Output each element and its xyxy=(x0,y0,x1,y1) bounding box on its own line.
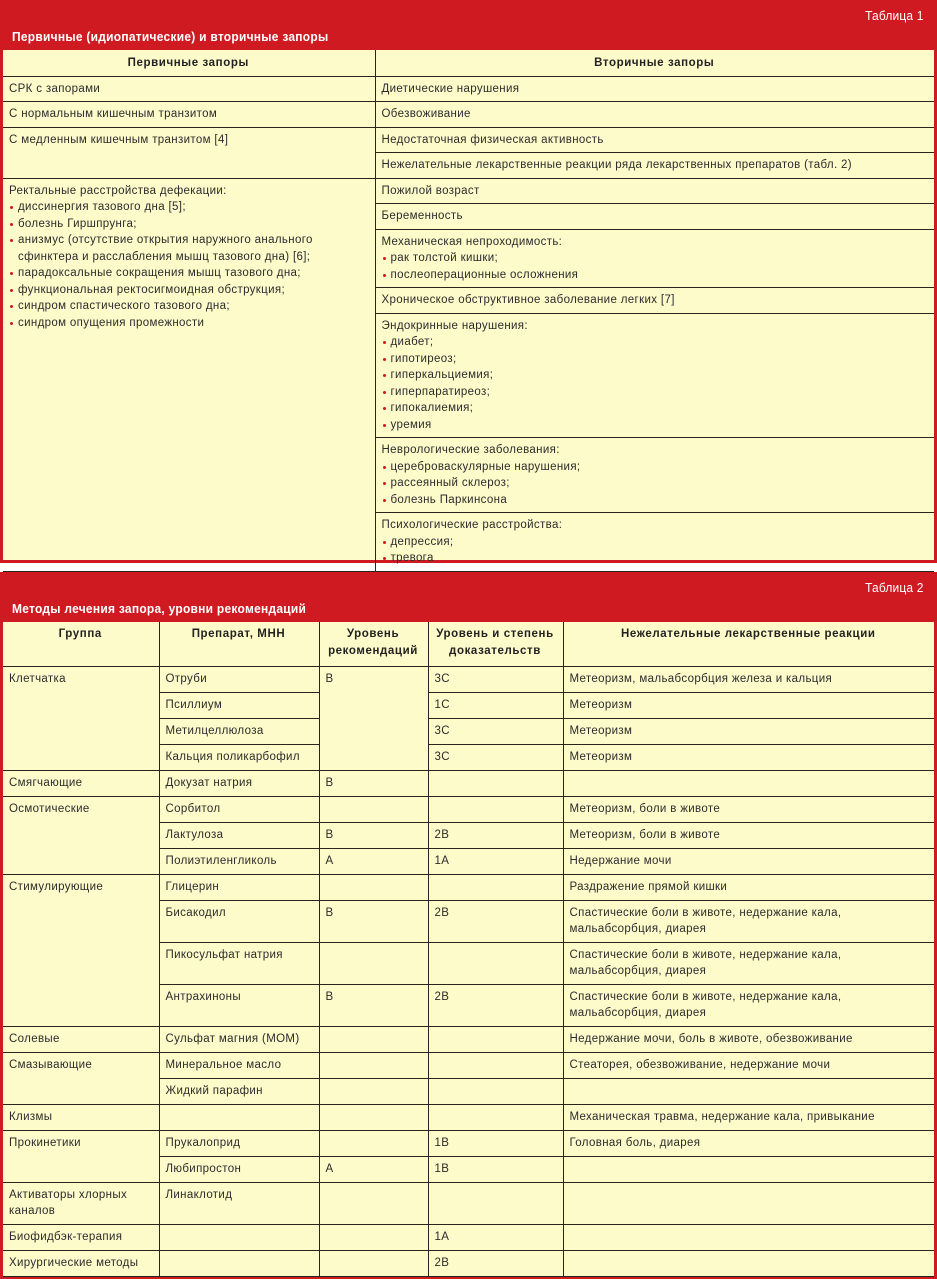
adverse-reactions-cell: Недержание мочи, боль в животе, обезвоживание xyxy=(563,1026,934,1052)
drug-cell: Бисакодил xyxy=(159,900,319,942)
bullet-item: цереброваскулярные нарушения; xyxy=(382,459,928,476)
recommendation-cell: B xyxy=(319,900,428,942)
drug-cell xyxy=(159,1224,319,1250)
evidence-cell: 1C xyxy=(428,692,563,718)
recommendation-cell: A xyxy=(319,1156,428,1182)
adverse-reactions-cell xyxy=(563,1182,934,1224)
group-cell: Хирургические методы xyxy=(3,1250,159,1276)
bullet-item: депрессия; xyxy=(382,534,928,551)
table-1-column-headers xyxy=(3,50,934,76)
cell-text: Механическая непроходимость: xyxy=(381,235,563,248)
secondary-cell xyxy=(375,127,934,153)
bullet-item: гипокалиемия; xyxy=(382,400,928,417)
cell-text: Беременность xyxy=(381,210,463,222)
recommendation-cell: B xyxy=(319,770,428,796)
cell-text: Нежелательные лекарственные реакции ряда лекарственных препаратов (табл. 2) xyxy=(381,159,852,171)
adverse-reactions-cell: Метеоризм xyxy=(563,744,934,770)
adverse-reactions-cell: Метеоризм xyxy=(563,718,934,744)
group-cell: Клизмы xyxy=(3,1104,159,1130)
bullet-item: болезнь Паркинсона xyxy=(382,492,928,509)
drug-cell: Минеральное масло xyxy=(159,1052,319,1078)
bullet-item: диссинергия тазового дна [5]; xyxy=(9,199,368,216)
evidence-cell: 3C xyxy=(428,666,563,692)
secondary-cell xyxy=(375,76,934,102)
cell-text: Обезвоживание xyxy=(381,108,471,120)
evidence-cell xyxy=(428,874,563,900)
group-cell: Биофидбэк-терапия xyxy=(3,1224,159,1250)
drug-cell: Сорбитол xyxy=(159,796,319,822)
drug-cell: Жидкий парафин xyxy=(159,1078,319,1104)
cell-text: Пожилой возраст xyxy=(381,184,480,197)
evidence-cell: 3C xyxy=(428,718,563,744)
table-row xyxy=(3,76,934,102)
bullet-item: анизмус (отсутствие открытия наружного анального сфинктера и расслабления мышц тазового дна) [6]; xyxy=(9,232,368,265)
evidence-cell: 1A xyxy=(428,1224,563,1250)
recommendation-cell xyxy=(319,1078,428,1104)
bullet-item: гиперпаратиреоз; xyxy=(382,384,928,401)
recommendation-cell xyxy=(319,1130,428,1156)
bullet-item: парадоксальные сокращения мышц тазового дна; xyxy=(9,265,368,282)
table-row xyxy=(3,1052,934,1078)
bullet-item: уремия xyxy=(382,417,928,434)
drug-cell: Любипростон xyxy=(159,1156,319,1182)
bullet-item: тревога xyxy=(382,550,928,567)
table-1-title: Первичные (идиопатические) и вторичные запоры xyxy=(12,29,329,44)
column-header-primary: Первичные запоры xyxy=(3,50,375,76)
table-row xyxy=(3,1224,934,1250)
adverse-reactions-cell: Метеоризм, боли в животе xyxy=(563,822,934,848)
adverse-reactions-cell: Метеоризм, боли в животе xyxy=(563,796,934,822)
secondary-cell xyxy=(375,204,934,230)
group-cell: Осмотические xyxy=(3,796,159,874)
adverse-reactions-cell: Спастические боли в животе, недержание кала, мальабсорбция, диарея xyxy=(563,984,934,1026)
table-row xyxy=(3,1130,934,1156)
bullet-item: рак толстой кишки; xyxy=(382,250,928,267)
column-header-recommendation-level: Уровень рекомендаций xyxy=(319,622,428,666)
recommendation-cell xyxy=(319,1250,428,1276)
bullet-item: рассеянный склероз; xyxy=(382,475,928,492)
adverse-reactions-cell: Механическая травма, недержание кала, привыкание xyxy=(563,1104,934,1130)
group-cell: Прокинетики xyxy=(3,1130,159,1182)
table-2-grid xyxy=(3,622,934,1277)
evidence-cell: 2B xyxy=(428,1250,563,1276)
table-row xyxy=(3,102,934,128)
drug-cell: Отруби xyxy=(159,666,319,692)
cell-text: Диетические нарушения xyxy=(381,82,520,95)
recommendation-cell xyxy=(319,1052,428,1078)
column-header-drug: Препарат, МНН xyxy=(159,622,319,666)
cell-text: Неврологические заболевания: xyxy=(381,444,560,456)
adverse-reactions-cell: Спастические боли в животе, недержание кала, мальабсорбция, диарея xyxy=(563,900,934,942)
evidence-cell xyxy=(428,942,563,984)
drug-cell: Глицерин xyxy=(159,874,319,900)
secondary-cell xyxy=(375,513,934,572)
primary-cell xyxy=(3,76,375,102)
table-1-grid xyxy=(3,50,934,572)
drug-cell: Докузат натрия xyxy=(159,770,319,796)
evidence-cell: 2B xyxy=(428,822,563,848)
adverse-reactions-cell xyxy=(563,1078,934,1104)
bullet-item: послеоперационные осложнения xyxy=(382,267,928,284)
group-cell: Солевые xyxy=(3,1026,159,1052)
evidence-cell xyxy=(428,1104,563,1130)
bullet-item: синдром опущения промежности xyxy=(9,315,368,332)
evidence-cell: 1B xyxy=(428,1156,563,1182)
recommendation-cell: B xyxy=(319,984,428,1026)
evidence-cell xyxy=(428,796,563,822)
drug-cell: Пикосульфат натрия xyxy=(159,942,319,984)
cell-text: СРК с запорами xyxy=(9,82,101,95)
drug-cell: Полиэтиленгликоль xyxy=(159,848,319,874)
cell-text: Хроническое обструктивное заболевание легких [7] xyxy=(381,294,675,306)
drug-cell: Сульфат магния (MOM) xyxy=(159,1026,319,1052)
primary-cell xyxy=(3,178,375,571)
bullet-item: функциональная ректосигмоидная обструкция; xyxy=(9,282,368,299)
secondary-cell xyxy=(375,438,934,513)
table-1 xyxy=(0,0,937,563)
table-row xyxy=(3,1104,934,1130)
evidence-cell: 3C xyxy=(428,744,563,770)
group-cell: Клетчатка xyxy=(3,666,159,770)
bullet-item: гипотиреоз; xyxy=(382,351,928,368)
bullet-list xyxy=(9,199,368,331)
column-header-secondary: Вторичные запоры xyxy=(375,50,934,76)
bullet-item: диабет; xyxy=(382,334,928,351)
column-header-group: Группа xyxy=(3,622,159,666)
adverse-reactions-cell xyxy=(563,1250,934,1276)
table-row xyxy=(3,796,934,822)
table-row xyxy=(3,178,934,204)
recommendation-cell xyxy=(319,796,428,822)
bullet-list xyxy=(382,459,928,509)
evidence-cell xyxy=(428,1078,563,1104)
adverse-reactions-cell: Недержание мочи xyxy=(563,848,934,874)
table-row xyxy=(3,874,934,900)
adverse-reactions-cell xyxy=(563,1224,934,1250)
cell-text: Ректальные расстройства дефекации: xyxy=(9,184,227,197)
secondary-cell xyxy=(375,153,934,179)
evidence-cell: 1B xyxy=(428,1130,563,1156)
adverse-reactions-cell xyxy=(563,1156,934,1182)
drug-cell: Псиллиум xyxy=(159,692,319,718)
evidence-cell xyxy=(428,1052,563,1078)
drug-cell xyxy=(159,1250,319,1276)
table-2-title: Методы лечения запора, уровни рекомендаций xyxy=(12,601,307,616)
cell-text: Психологические расстройства: xyxy=(381,519,563,531)
table-2-header xyxy=(3,572,934,622)
table-row xyxy=(3,127,934,153)
recommendation-cell xyxy=(319,1182,428,1224)
primary-cell xyxy=(3,127,375,178)
evidence-cell xyxy=(428,1026,563,1052)
recommendation-cell: B xyxy=(319,822,428,848)
adverse-reactions-cell: Головная боль, диарея xyxy=(563,1130,934,1156)
drug-cell: Кальция поликарбофил xyxy=(159,744,319,770)
adverse-reactions-cell xyxy=(563,770,934,796)
adverse-reactions-cell: Спастические боли в животе, недержание кала, мальабсорбция, диарея xyxy=(563,942,934,984)
adverse-reactions-cell: Стеаторея, обезвоживание, недержание мочи xyxy=(563,1052,934,1078)
drug-cell: Метилцеллюлоза xyxy=(159,718,319,744)
secondary-cell xyxy=(375,229,934,288)
table-1-number: Таблица 1 xyxy=(865,8,924,23)
bullet-item: гиперкальциемия; xyxy=(382,367,928,384)
adverse-reactions-cell: Раздражение прямой кишки xyxy=(563,874,934,900)
cell-text: С нормальным кишечным транзитом xyxy=(9,108,218,120)
evidence-cell: 2B xyxy=(428,900,563,942)
cell-text: Недостаточная физическая активность xyxy=(381,133,604,146)
recommendation-cell xyxy=(319,1224,428,1250)
table-2 xyxy=(0,572,937,1279)
cell-text: Эндокринные нарушения: xyxy=(381,319,528,332)
bullet-item: болезнь Гиршпрунга; xyxy=(9,216,368,233)
secondary-cell xyxy=(375,288,934,314)
recommendation-cell xyxy=(319,1026,428,1052)
recommendation-cell: B xyxy=(319,666,428,770)
evidence-cell xyxy=(428,770,563,796)
group-cell: Смазывающие xyxy=(3,1052,159,1104)
drug-cell: Лактулоза xyxy=(159,822,319,848)
table-row xyxy=(3,1250,934,1276)
column-header-evidence-level: Уровень и степень доказательств xyxy=(428,622,563,666)
evidence-cell xyxy=(428,1182,563,1224)
bullet-item: синдром спастического тазового дна; xyxy=(9,298,368,315)
recommendation-cell xyxy=(319,1104,428,1130)
secondary-cell xyxy=(375,178,934,204)
table-row xyxy=(3,1182,934,1224)
drug-cell xyxy=(159,1104,319,1130)
drug-cell: Линаклотид xyxy=(159,1182,319,1224)
drug-cell: Прукалоприд xyxy=(159,1130,319,1156)
adverse-reactions-cell: Метеоризм xyxy=(563,692,934,718)
recommendation-cell xyxy=(319,874,428,900)
bullet-list xyxy=(382,250,928,283)
group-cell: Стимулирующие xyxy=(3,874,159,1026)
group-cell: Активаторы хлорных каналов xyxy=(3,1182,159,1224)
bullet-list xyxy=(382,334,928,433)
table-row xyxy=(3,770,934,796)
group-cell: Смягчающие xyxy=(3,770,159,796)
table-2-column-headers xyxy=(3,622,934,666)
evidence-cell: 2B xyxy=(428,984,563,1026)
table-row xyxy=(3,1026,934,1052)
adverse-reactions-cell: Метеоризм, мальабсорбция железа и кальция xyxy=(563,666,934,692)
table-1-header xyxy=(3,0,934,50)
secondary-cell xyxy=(375,102,934,128)
table-2-number: Таблица 2 xyxy=(865,580,924,595)
primary-cell xyxy=(3,102,375,128)
recommendation-cell xyxy=(319,942,428,984)
column-header-adverse-reactions: Нежелательные лекарственные реакции xyxy=(563,622,934,666)
recommendation-cell: A xyxy=(319,848,428,874)
cell-text: С медленным кишечным транзитом [4] xyxy=(9,133,229,146)
secondary-cell xyxy=(375,313,934,438)
evidence-cell: 1A xyxy=(428,848,563,874)
drug-cell: Антрахиноны xyxy=(159,984,319,1026)
bullet-list xyxy=(382,534,928,567)
table-row xyxy=(3,666,934,692)
